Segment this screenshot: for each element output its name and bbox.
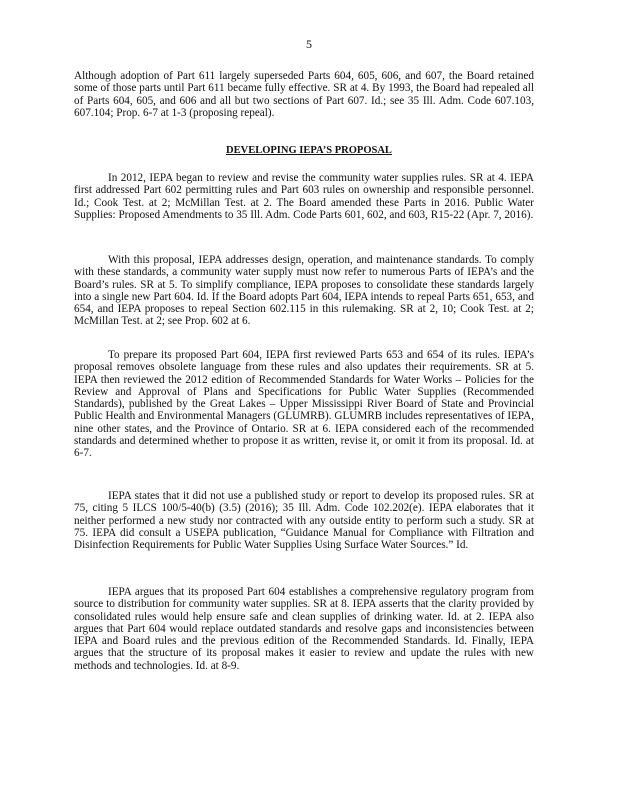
paragraph-2012-review: In 2012, IEPA began to review and revise the community water supplies rules. SR at 4. IEPA first addressed Part 602 permitting rules and Part 603 rules on ownership and responsible personnel. Id.; Cook Test. at 2; McMillan Test. at 2. The Board amended these Parts in 2016. Public Water Supplies: Proposed Amendments to 35 Ill. Adm. Code Parts 601, 602, and 603, R15-22 (Apr. 7, 2016). xyxy=(74,172,534,221)
page-number: 5 xyxy=(306,37,312,51)
paragraph-part-611-history: Although adoption of Part 611 largely superseded Parts 604, 605, 606, and 607, the Board retained some of those parts until Part 611 became fully effective. SR at 4. By 1993, the Board had repealed all of Parts 604, 605, and 606 and all but two sections of Part 607. Id.; see 35 Ill. Adm. Code 607.103, 607.104; Prop. 6-7 at 1-3 (proposing repeal). xyxy=(74,70,534,119)
paragraph-study-report: IEPA states that it did not use a published study or report to develop its proposed rules. SR at 75, citing 5 ILCS 100/5-40(b) (3.5) (2016); 35 Ill. Adm. Code 102.202(e). IEPA elaborates that it neither performed a new study nor contracted with any outside entity to perform such a study. SR at 75. IEPA did consult a USEPA publication, “Guidance Manual for Compliance with Filtration and Disinfection Requirements for Public Water Supplies Using Surface Water Sources.” Id. xyxy=(74,490,534,552)
paragraph-arguments: IEPA argues that its proposed Part 604 establishes a comprehensive regulatory program from source to distribution for community water supplies. SR at 8. IEPA asserts that the clarity provided by consolidated rules would help ensure safe and clean supplies of drinking water. Id. at 2. IEPA also argues that Part 604 would replace outdated standards and resolve gaps and inconsistencies between IEPA and Board rules and the previous edition of the Recommended Standards. Id. Finally, IEPA argues that the structure of its proposal makes it easier to review and update the rules with new methods and technologies. Id. at 8-9. xyxy=(74,586,534,672)
paragraph-proposal-scope: With this proposal, IEPA addresses design, operation, and maintenance standards. To comply with these standards, a community water supply must now refer to numerous Parts of IEPA’s and the Board’s rules. SR at 5. To simplify compliance, IEPA proposes to consolidate these standards largely into a single new Part 604. Id. If the Board adopts Part 604, IEPA intends to repeal Parts 651, 653, and 654, and IEPA proposes to repeal Section 602.115 in this rulemaking. SR at 2, 10; Cook Test. at 2; McMillan Test. at 2; see Prop. 602 at 6. xyxy=(74,254,534,328)
paragraph-preparation: To prepare its proposed Part 604, IEPA first reviewed Parts 653 and 654 of its rules. IEPA’s proposal removes obsolete language from these rules and also updates their requirements. SR at 5. IEPA then reviewed the 2012 edition of Recommended Standards for Water Works – Policies for the Review and Approval of Plans and Specifications for Public Water Supplies (Recommended Standards), published by the Great Lakes – Upper Mississippi River Board of State and Provincial Public Health and Environmental Managers (GLUMRB). GLUMRB includes representatives of IEPA, nine other states, and the Province of Ontario. SR at 6. IEPA considered each of the recommended standards and determined whether to propose it as written, revise it, or omit it from its proposal. Id. at 6-7. xyxy=(74,349,534,460)
section-heading-text: DEVELOPING IEPA’S PROPOSAL xyxy=(226,145,392,156)
section-heading xyxy=(0,145,618,157)
